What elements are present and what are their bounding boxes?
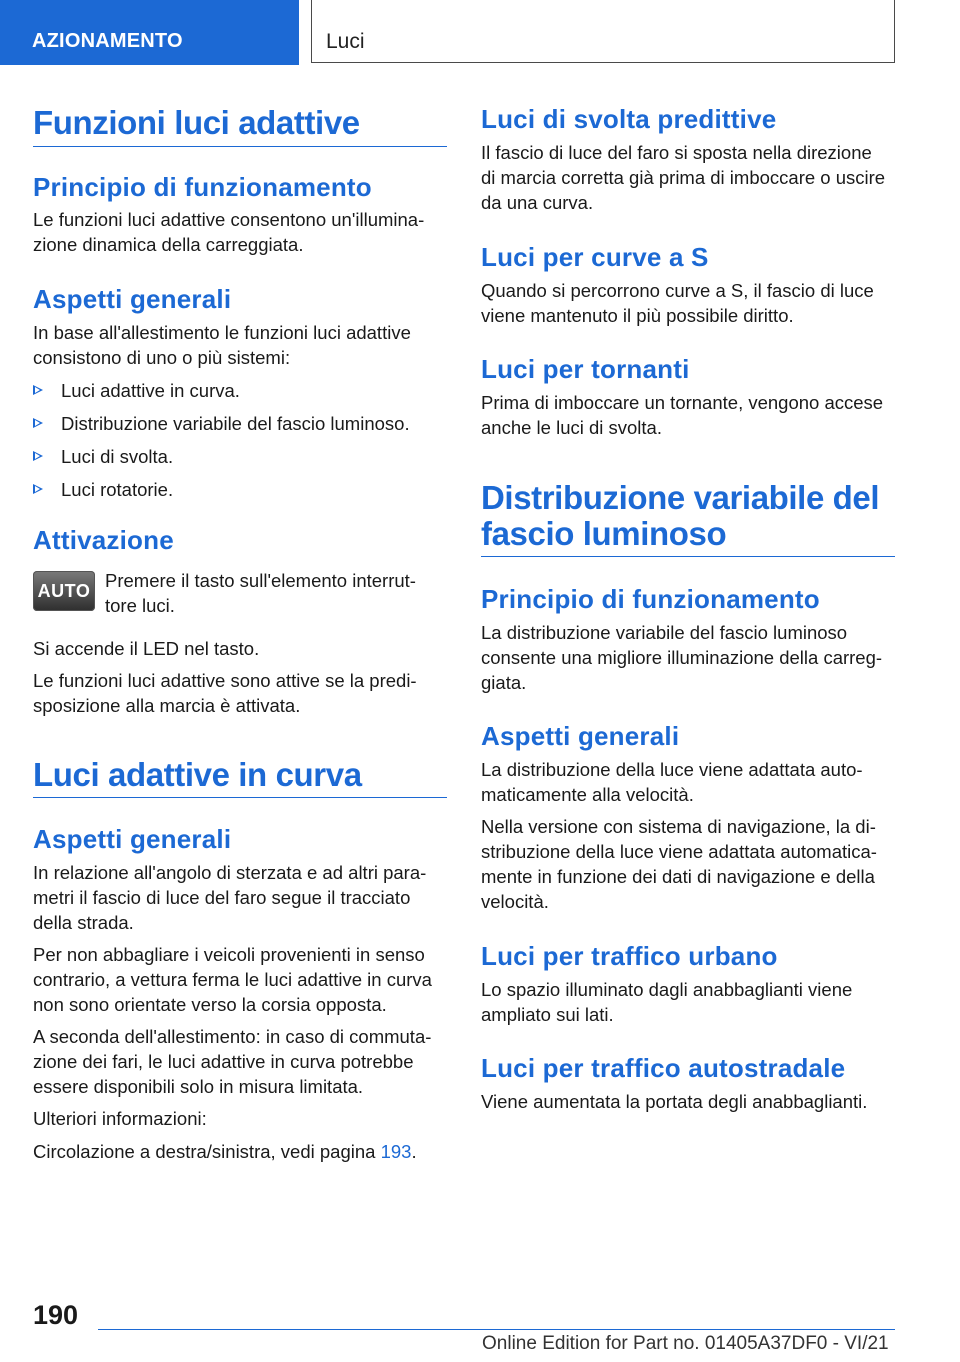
heading-line: Distribuzione variabile del <box>481 479 880 516</box>
body-text: contrario, a vettura ferma le luci adattive in curva <box>33 969 432 990</box>
body-text: tore luci. <box>105 595 175 616</box>
body-text: velocità. <box>481 891 549 912</box>
bullet-triangle-icon <box>33 385 43 395</box>
body-text: Le funzioni luci adattive sono attive se la predi- <box>33 670 417 691</box>
body-text: Si accende il LED nel tasto. <box>33 638 260 659</box>
body-text: Viene aumentata la portata degli anabbaglianti. <box>481 1091 868 1112</box>
page-link[interactable]: 193 <box>380 1141 412 1162</box>
footer-rule <box>98 1329 895 1330</box>
list-item-label: Luci rotatorie. <box>61 479 174 500</box>
body-text: consente una migliore illuminazione della carreg- <box>481 647 883 668</box>
subheading-traffico-urbano: Luci per traffico urbano <box>481 941 778 971</box>
chapter-tab-label: Luci <box>326 30 365 53</box>
body-text: In relazione all'angolo di sterzata e ad altri para- <box>33 862 427 883</box>
body-text: viene mantenuto il più possibile diritto. <box>481 305 794 326</box>
body-text: Quando si percorrono curve a S, il fascio di luce <box>481 280 874 301</box>
body-text: ampliato sui lati. <box>481 1004 614 1025</box>
body-text: consistono di uno o più sistemi: <box>33 347 291 368</box>
body-text: La distribuzione variabile del fascio luminoso <box>481 622 848 643</box>
subheading-principio: Principio di funzionamento <box>33 172 372 202</box>
body-text: non sono orientate verso la corsia opposta. <box>33 994 387 1015</box>
body-text-span: . <box>411 1141 417 1162</box>
body-text: maticamente alla velocità. <box>481 784 694 805</box>
heading-luci-adattive-in-curva: Luci adattive in curva <box>33 756 362 793</box>
body-text: Prima di imboccare un tornante, vengono accese <box>481 392 884 413</box>
subheading-traffico-autostradale: Luci per traffico autostradale <box>481 1053 846 1083</box>
page-number: 190 <box>33 1300 79 1330</box>
heading-rule <box>33 797 447 798</box>
body-text: zione dinamica della carreggiata. <box>33 234 304 255</box>
body-text: A seconda dell'allestimento: in caso di commuta- <box>33 1026 432 1047</box>
subheading-aspetti-generali: Aspetti generali <box>33 284 232 314</box>
body-text: La distribuzione della luce viene adattata auto- <box>481 759 863 780</box>
body-text: Lo spazio illuminato dagli anabbaglianti viene <box>481 979 853 1000</box>
heading-rule <box>481 556 895 557</box>
auto-button-icon: AUTO <box>33 571 95 611</box>
body-text: Il fascio di luce del faro si sposta nella direzione <box>481 142 872 163</box>
body-text: mente in funzione dei dati di navigazione e della <box>481 866 875 887</box>
heading-funzioni-luci-adattive: Funzioni luci adattive <box>33 104 360 141</box>
body-text: Nella versione con sistema di navigazione, la di- <box>481 816 876 837</box>
body-text: Le funzioni luci adattive consentono un'illumina- <box>33 209 425 230</box>
list-item-label: Distribuzione variabile del fascio luminoso. <box>61 413 410 434</box>
body-text: stribuzione della luce viene adattata automatica- <box>481 841 877 862</box>
section-tab[interactable] <box>0 0 299 65</box>
subheading-principio: Principio di funzionamento <box>481 584 820 614</box>
body-text: Ulteriori informazioni: <box>33 1108 207 1129</box>
heading-distribuzione-variabile <box>481 480 895 552</box>
body-text: da una curva. <box>481 192 594 213</box>
body-text: Premere il tasto sull'elemento interrut- <box>105 570 416 591</box>
bullet-triangle-icon <box>33 451 43 461</box>
body-text: In base all'allestimento le funzioni luci adattive <box>33 322 411 343</box>
body-text: giata. <box>481 672 527 693</box>
heading-line: fascio luminoso <box>481 515 727 552</box>
subheading-aspetti-generali: Aspetti generali <box>33 824 232 854</box>
body-text: zione dei fari, le luci adattive in curva potrebbe <box>33 1051 414 1072</box>
bullet-triangle-icon <box>33 484 43 494</box>
list-item-label: Luci di svolta. <box>61 446 174 467</box>
body-text: anche le luci di svolta. <box>481 417 662 438</box>
heading-rule <box>33 146 447 147</box>
subheading-luci-tornanti: Luci per tornanti <box>481 354 690 384</box>
body-text: sposizione alla marcia è attivata. <box>33 695 301 716</box>
section-tab-label: AZIONAMENTO <box>32 30 183 52</box>
subheading-attivazione: Attivazione <box>33 525 174 555</box>
body-text: di marcia corretta già prima di imboccare o uscire <box>481 167 886 188</box>
body-text: della strada. <box>33 912 134 933</box>
bullet-triangle-icon <box>33 418 43 428</box>
body-text: metri il fascio di luce del faro segue il tracciato <box>33 887 411 908</box>
chapter-tab[interactable] <box>311 0 895 63</box>
body-text <box>33 1139 447 1164</box>
edition-footer: Online Edition for Part no. 01405A37DF0 - VI/21 <box>482 1333 889 1354</box>
subheading-luci-curve-s: Luci per curve a S <box>481 242 709 272</box>
body-text: Per non abbagliare i veicoli provenienti in senso <box>33 944 425 965</box>
subheading-aspetti-generali: Aspetti generali <box>481 721 680 751</box>
subheading-luci-di-svolta-predittive: Luci di svolta predittive <box>481 104 777 134</box>
body-text-span: Circolazione a destra/sinistra, vedi pagina <box>33 1141 376 1162</box>
body-text: essere disponibili solo in misura limitata. <box>33 1076 364 1097</box>
list-item-label: Luci adattive in curva. <box>61 380 240 401</box>
